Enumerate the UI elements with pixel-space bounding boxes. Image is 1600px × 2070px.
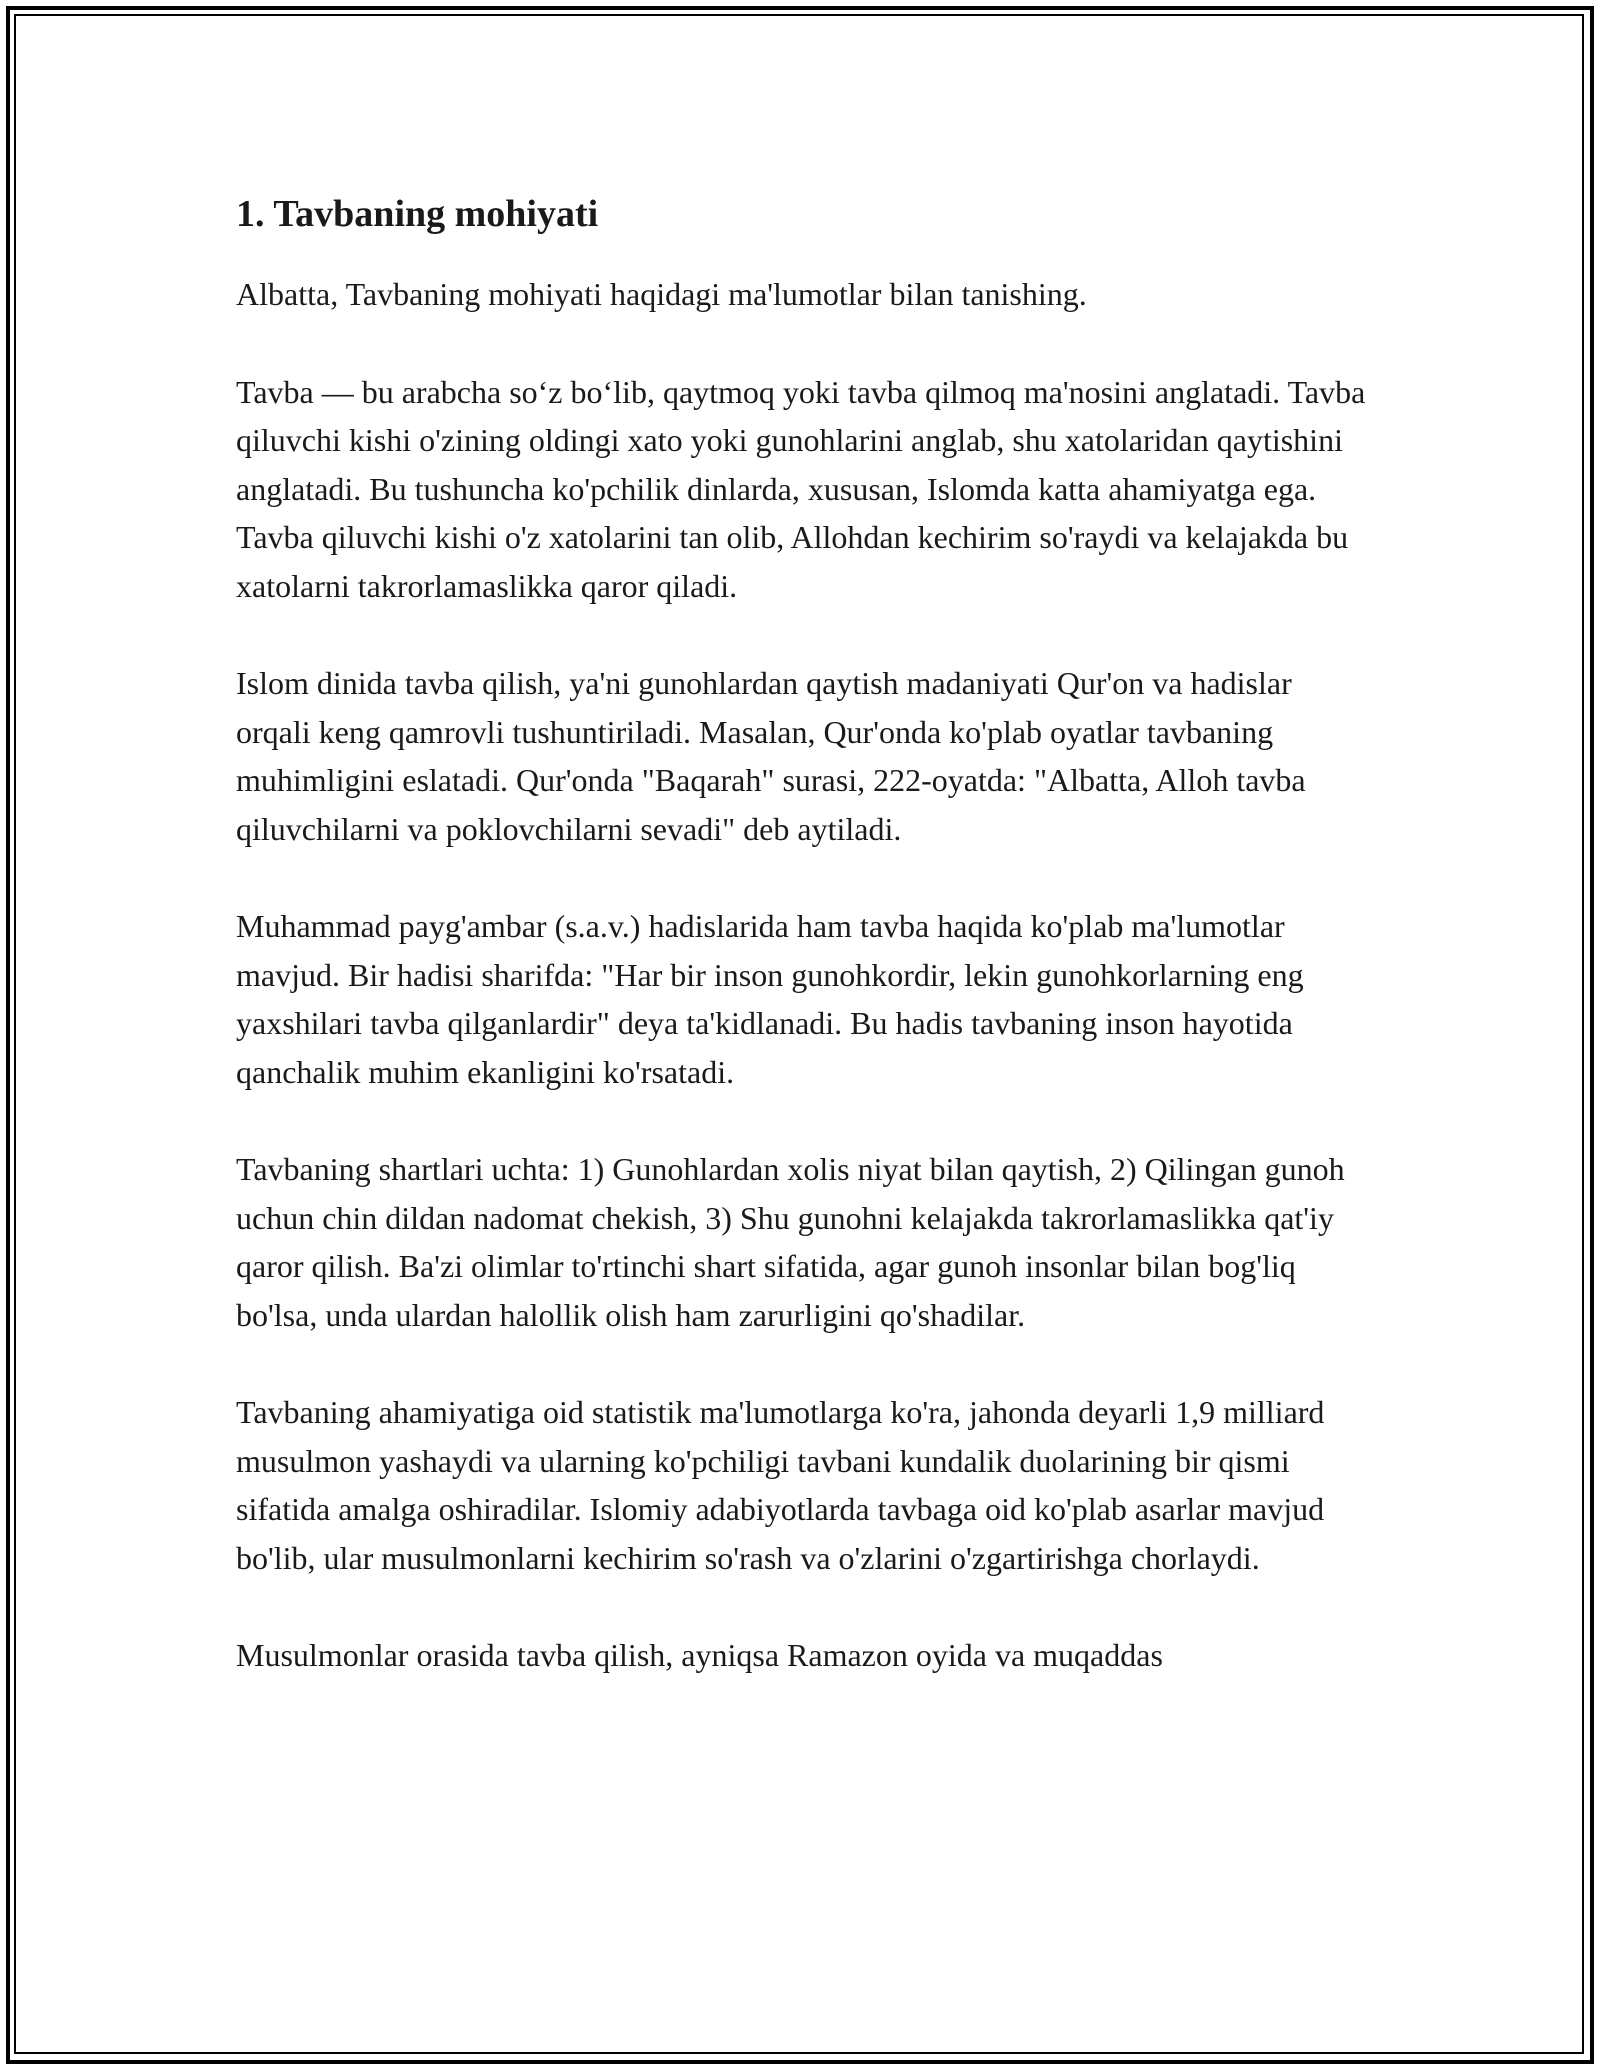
section-heading: 1. Tavbaning mohiyati [236,193,599,235]
document-body [236,186,1366,1729]
paragraph-hadith: Muhammad payg'ambar (s.a.v.) hadislarida ham tavba haqida ko'plab ma'lumotlar mavjud. Bir hadisi sharifda: "Har bir inson gunohkordir, lekin gunohkorlarning eng yaxshilari tavba qilganlardir" deya ta'kidlanadi. Bu hadis tavbaning inson hayotida qanchalik muhim ekanligini ko'rsatadi. [236,908,1304,1090]
paragraph-quran: Islom dinida tavba qilish, ya'ni gunohlardan qaytish madaniyati Qur'on va hadislar orqali keng qamrovli tushuntiriladi. Masalan, Qur'onda ko'plab oyatlar tavbaning muhimligini eslatadi. Qur'onda "Baqarah" surasi, 222-oyatda: "Albatta, Alloh tavba qiluvchilarni va poklovchilarni sevadi" deb aytiladi. [236,665,1306,847]
paragraph-ramadan: Musulmonlar orasida tavba qilish, ayniqsa Ramazon oyida va muqaddas [236,1637,1163,1673]
paragraph-definition: Tavba — bu arabcha so‘z bo‘lib, qaytmoq yoki tavba qilmoq ma'nosini anglatadi. Tavba qiluvchi kishi o'zining oldingi xato yoki gunohlarini anglab, shu xatolaridan qaytishini anglatadi. Bu tushuncha ko'pchilik dinlarda, xususan, Islomda katta ahamiyatga ega. Tavba qiluvchi kishi o'z xatolarini tan olib, Allohdan kechirim so'raydi va kelajakda bu xatolarni takrorlamaslikka qaror qiladi. [236,373,1366,604]
paragraph-statistics: Tavbaning ahamiyatiga oid statistik ma'lumotlarga ko'ra, jahonda deyarli 1,9 milliard musulmon yashaydi va ularning ko'pchiligi tavbani kundalik duolarining bir qismi sifatida amalga oshiradilar. Islomiy adabiyotlarda tavbaga oid ko'plab asarlar mavjud bo'lib, ular musulmonlarni kechirim so'rash va o'zlarini o'zgartirishga chorlaydi. [236,1394,1325,1576]
paragraph-conditions: Tavbaning shartlari uchta: 1) Gunohlardan xolis niyat bilan qaytish, 2) Qilingan gunoh uchun chin dildan nadomat chekish, 3) Shu gunohni kelajakda takrorlamaslikka qat'iy qaror qilish. Ba'zi olimlar to'rtinchi shart sifatida, agar gunoh insonlar bilan bog'liq bo'lsa, unda ulardan halollik olish ham zarurligini qo'shadilar. [236,1151,1345,1333]
paragraph-intro: Albatta, Tavbaning mohiyati haqidagi ma'lumotlar bilan tanishing. [236,276,1087,312]
